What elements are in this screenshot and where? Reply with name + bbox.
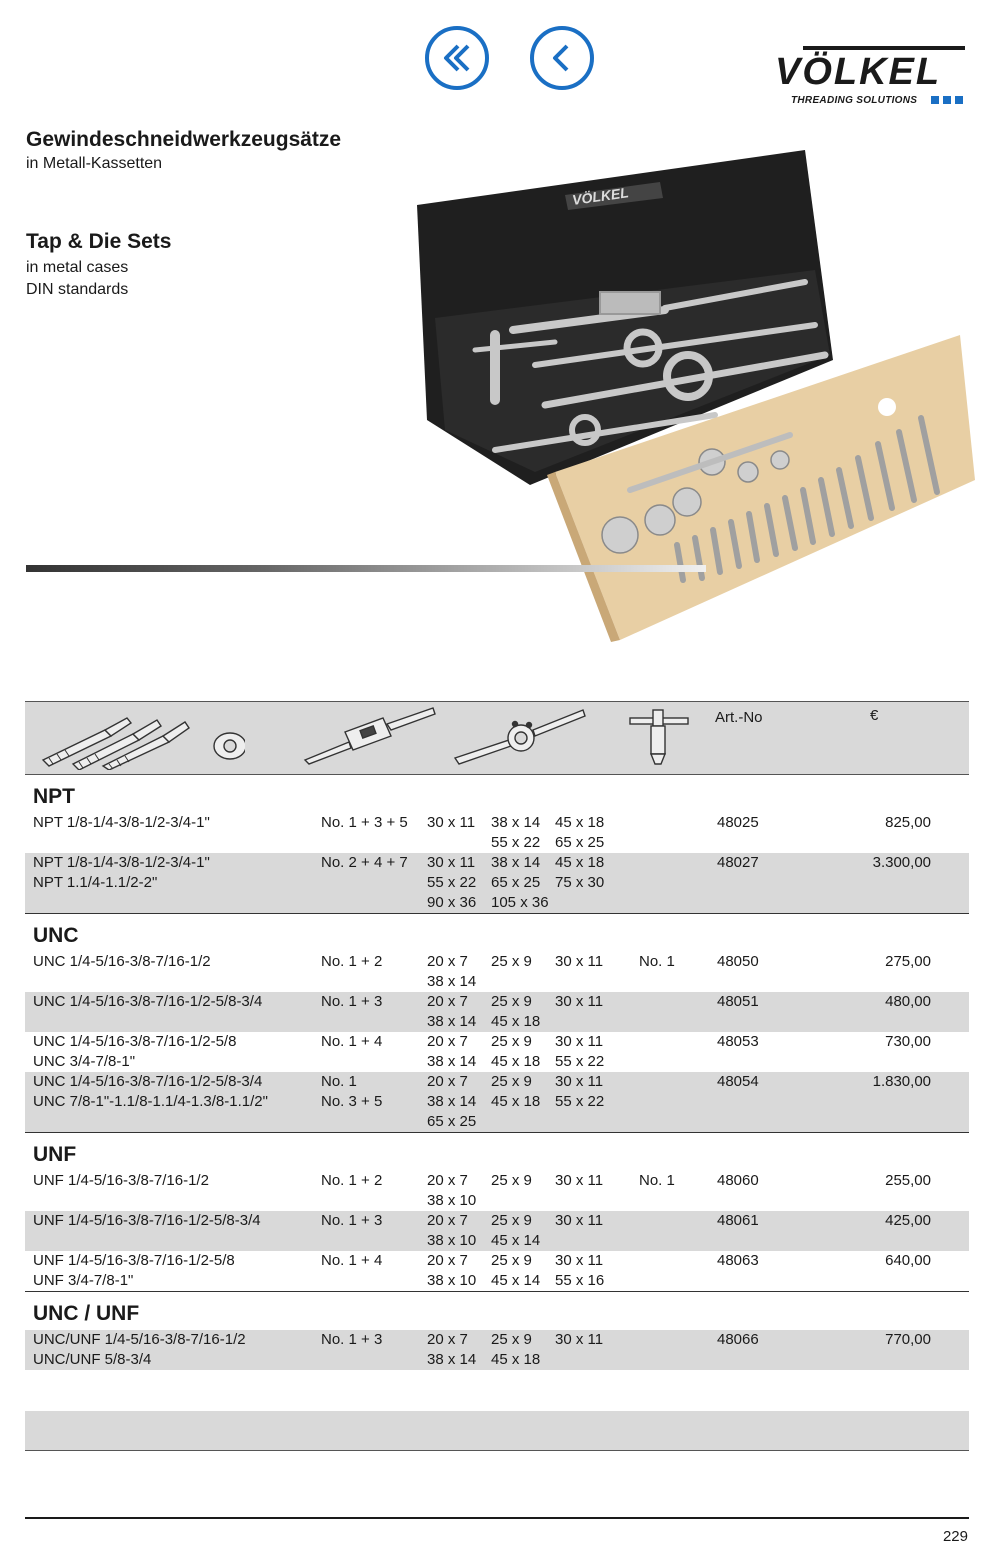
section-unc bbox=[25, 914, 969, 1133]
description-cell: UNC 1/4-5/16-3/8-7/16-1/2-5/8-3/4 UNC 7/8-1"-1.1/8-1.1/4-1.3/8-1.1/2" bbox=[33, 1073, 268, 1110]
die-sizes-cell: 20 x 7 25 x 9 30 x 11 38 x 10 bbox=[427, 1172, 604, 1209]
die-sizes-cell: 20 x 7 25 x 9 30 x 11 38 x 14 45 x 18 55 x 22 65 x 25 bbox=[427, 1073, 605, 1130]
die-stock-icon bbox=[453, 706, 588, 766]
chevron-left-icon bbox=[542, 38, 582, 78]
article-number-cell: 48061 bbox=[717, 1212, 759, 1229]
die-sizes-cell: 30 x 11 38 x 14 45 x 18 55 x 22 65 x 25 75 x 30 90 x 36 105 x 36 bbox=[427, 854, 605, 911]
article-number-cell: 48025 bbox=[717, 814, 759, 831]
section-npt bbox=[25, 775, 969, 914]
table-header bbox=[25, 701, 969, 775]
first-page-button[interactable] bbox=[425, 26, 489, 90]
description-cell: UNC 1/4-5/16-3/8-7/16-1/2-5/8-3/4 bbox=[33, 993, 263, 1010]
price-cell: 640,00 bbox=[885, 1252, 931, 1269]
article-number-cell: 48027 bbox=[717, 854, 759, 871]
page-number: 229 bbox=[942, 1528, 968, 1545]
die-sizes-cell: 20 x 7 25 x 9 30 x 11 38 x 10 45 x 14 bbox=[427, 1212, 604, 1249]
description-cell: UNC 1/4-5/16-3/8-7/16-1/2-5/8 UNC 3/4-7/8-1" bbox=[33, 1033, 237, 1070]
article-number-cell: 48053 bbox=[717, 1033, 759, 1050]
description-cell: UNF 1/4-5/16-3/8-7/16-1/2-5/8 UNF 3/4-7/8-1" bbox=[33, 1252, 235, 1289]
article-number-cell: 48063 bbox=[717, 1252, 759, 1269]
article-number-cell: 48054 bbox=[717, 1073, 759, 1090]
price-cell: 770,00 bbox=[885, 1331, 931, 1348]
tap-wrench-icon bbox=[303, 706, 438, 766]
die-stock-number-cell: No. 2 + 4 + 7 bbox=[321, 854, 408, 871]
die-sizes-cell: 20 x 7 25 x 9 30 x 11 38 x 10 45 x 14 55 x 16 bbox=[427, 1252, 605, 1289]
product-photo bbox=[415, 150, 975, 650]
die-stock-number-cell: No. 1 + 2 bbox=[321, 953, 383, 970]
header-article-number: Art.-No bbox=[715, 709, 763, 726]
price-cell: 730,00 bbox=[885, 1033, 931, 1050]
die-stock-number-cell: No. 1 + 2 bbox=[321, 1172, 383, 1189]
page-title-german: Gewindeschneidwerkzeugsätze bbox=[26, 128, 342, 151]
die-sizes-cell: 20 x 7 25 x 9 30 x 11 38 x 14 45 x 18 55 x 22 bbox=[427, 1033, 605, 1070]
table-row bbox=[25, 1032, 969, 1072]
footer-rule bbox=[25, 1517, 969, 1519]
table-row bbox=[25, 952, 969, 992]
article-number-cell: 48066 bbox=[717, 1331, 759, 1348]
section-title: NPT bbox=[33, 785, 75, 808]
voelkel-logo: VÖLKEL THREADING SOLUTIONS bbox=[775, 44, 970, 110]
table-row bbox=[25, 1171, 969, 1211]
price-cell: 275,00 bbox=[885, 953, 931, 970]
decorative-gradient-rule bbox=[26, 565, 706, 572]
price-cell: 1.830,00 bbox=[872, 1073, 931, 1090]
description-cell: UNC/UNF 1/4-5/16-3/8-7/16-1/2 UNC/UNF 5/8-3/4 bbox=[33, 1331, 246, 1368]
previous-page-button[interactable] bbox=[530, 26, 594, 90]
header-price-euro: € bbox=[870, 707, 879, 724]
die-stock-number-cell: No. 1 + 3 bbox=[321, 993, 383, 1010]
table-row bbox=[25, 992, 969, 1032]
price-cell: 255,00 bbox=[885, 1172, 931, 1189]
die-stock-number-cell: No. 1 + 4 bbox=[321, 1033, 383, 1050]
table-row bbox=[25, 813, 969, 853]
table-row bbox=[25, 1251, 969, 1291]
die-stock-number-cell: No. 1 No. 3 + 5 bbox=[321, 1073, 383, 1110]
t-handle-tap-wrench-icon bbox=[627, 706, 692, 768]
product-table bbox=[25, 701, 969, 1370]
price-cell: 480,00 bbox=[885, 993, 931, 1010]
description-cell: NPT 1/8-1/4-3/8-1/2-3/4-1" bbox=[33, 814, 210, 831]
description-cell: NPT 1/8-1/4-3/8-1/2-3/4-1" NPT 1.1/4-1.1/2-2" bbox=[33, 854, 210, 891]
page-title-english: Tap & Die Sets bbox=[26, 230, 172, 253]
die-stock-number-cell: No. 1 + 3 bbox=[321, 1331, 383, 1348]
article-number-cell: 48060 bbox=[717, 1172, 759, 1189]
table-row bbox=[25, 1072, 969, 1132]
table-row bbox=[25, 1211, 969, 1251]
article-number-cell: 48051 bbox=[717, 993, 759, 1010]
die-sizes-cell: 30 x 11 38 x 14 45 x 18 55 x 22 65 x 25 bbox=[427, 814, 605, 851]
description-cell: UNF 1/4-5/16-3/8-7/16-1/2-5/8-3/4 bbox=[33, 1212, 261, 1229]
die-sizes-cell: 20 x 7 25 x 9 30 x 11 38 x 14 45 x 18 bbox=[427, 1331, 604, 1368]
article-number-cell: 48050 bbox=[717, 953, 759, 970]
svg-text:VÖLKEL: VÖLKEL bbox=[571, 184, 630, 208]
die-stock-number-cell: No. 1 + 3 bbox=[321, 1212, 383, 1229]
empty-table-row bbox=[25, 1411, 969, 1451]
price-cell: 3.300,00 bbox=[872, 854, 931, 871]
subtitle-german: in Metall-Kassetten bbox=[26, 155, 163, 172]
description-cell: UNF 1/4-5/16-3/8-7/16-1/2 bbox=[33, 1172, 209, 1189]
tap-wrench-cell: No. 1 bbox=[639, 953, 675, 970]
price-cell: 825,00 bbox=[885, 814, 931, 831]
subtitle-english: in metal cases DIN standards bbox=[26, 259, 129, 298]
section-unf bbox=[25, 1133, 969, 1292]
die-sizes-cell: 20 x 7 25 x 9 30 x 11 38 x 14 45 x 18 bbox=[427, 993, 604, 1030]
double-chevron-left-icon bbox=[437, 38, 477, 78]
taps-and-die-icon bbox=[35, 708, 245, 770]
description-cell: UNC 1/4-5/16-3/8-7/16-1/2 bbox=[33, 953, 211, 970]
section-title: UNF bbox=[33, 1143, 77, 1166]
section-unc-unf bbox=[25, 1292, 969, 1370]
section-title: UNC bbox=[33, 924, 79, 947]
die-sizes-cell: 20 x 7 25 x 9 30 x 11 38 x 14 bbox=[427, 953, 604, 990]
table-row bbox=[25, 853, 969, 913]
die-stock-number-cell: No. 1 + 4 bbox=[321, 1252, 383, 1269]
tap-wrench-cell: No. 1 bbox=[639, 1172, 675, 1189]
section-title: UNC / UNF bbox=[33, 1302, 140, 1325]
table-row bbox=[25, 1330, 969, 1370]
price-cell: 425,00 bbox=[885, 1212, 931, 1229]
die-stock-number-cell: No. 1 + 3 + 5 bbox=[321, 814, 408, 831]
